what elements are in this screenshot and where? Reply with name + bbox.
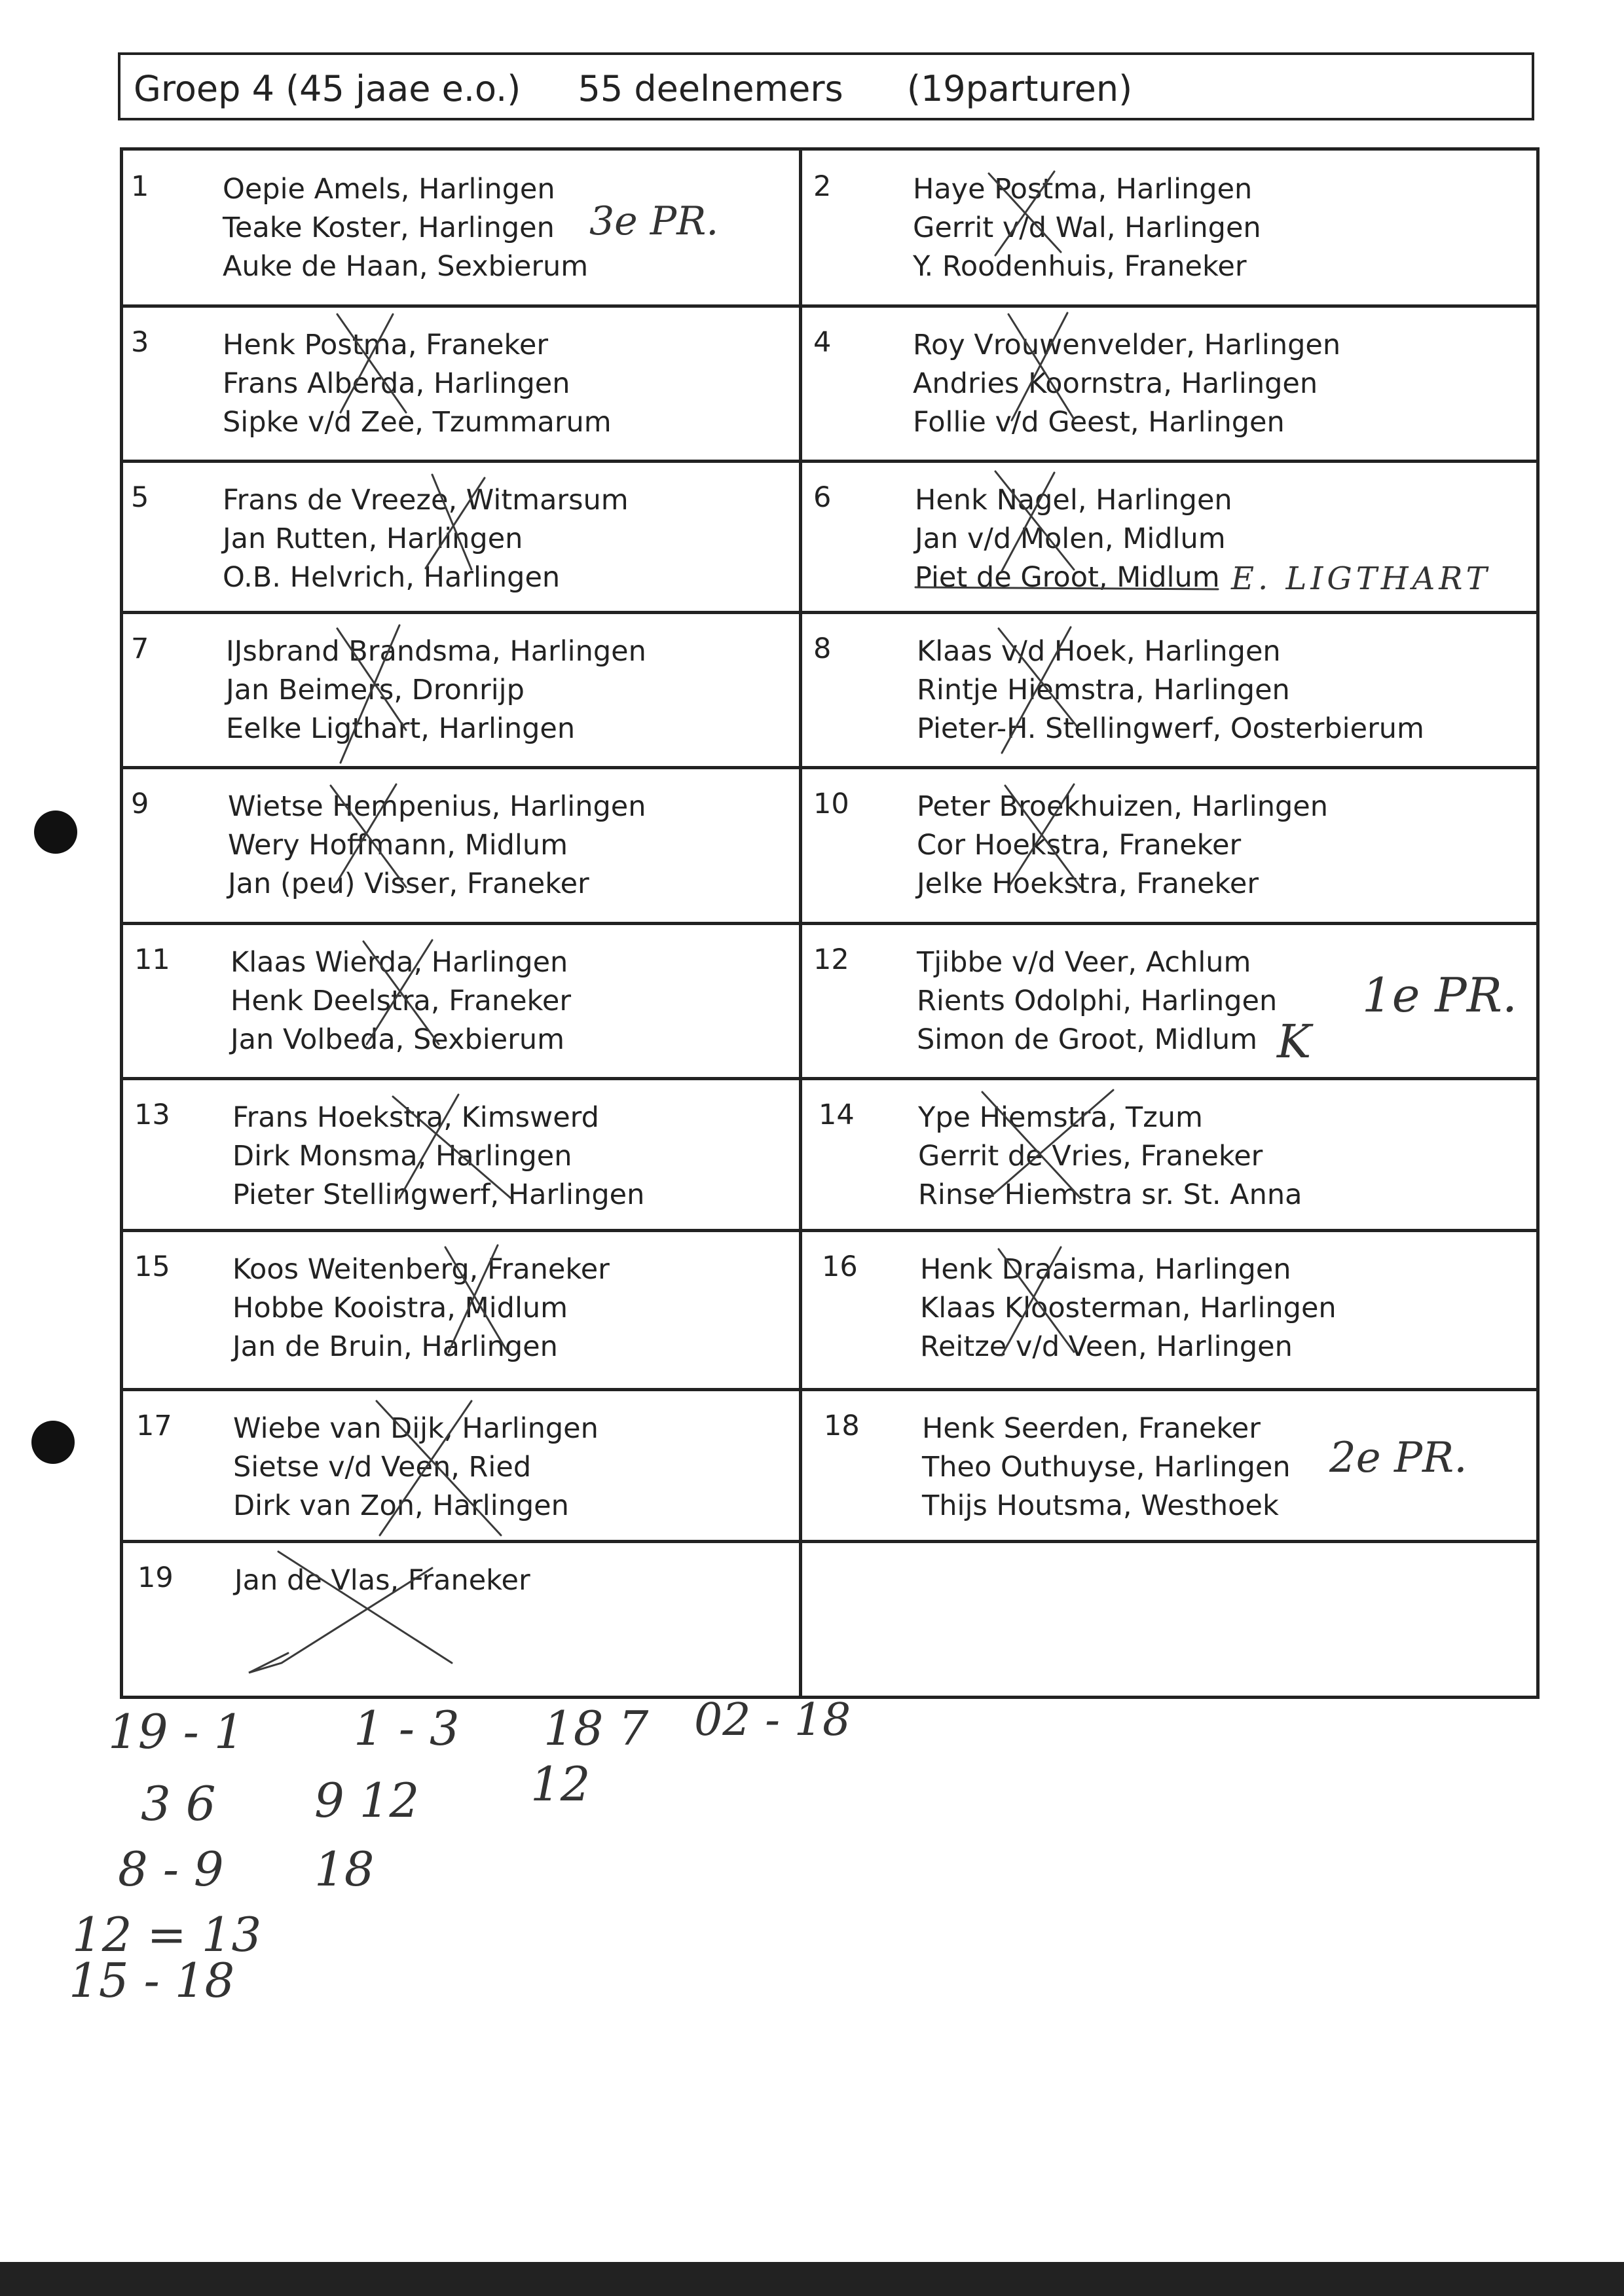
cross-mark <box>337 625 406 763</box>
team-member: Hobbe Kooistra, Midlum <box>232 1292 568 1324</box>
team-number: 4 <box>813 326 832 359</box>
team-number: 7 <box>131 632 149 665</box>
team-member: Gerrit de Vries, Franeker <box>918 1140 1263 1173</box>
teams-count: (19parturen) <box>906 68 1133 109</box>
underline-mark <box>915 587 1218 589</box>
team-number: 16 <box>822 1250 858 1283</box>
prize-annotation: 3e PR. <box>589 198 719 244</box>
team-member: Klaas Kloosterman, Harlingen <box>920 1292 1337 1324</box>
team-member: Tjibbe v/d Veer, Achlum <box>917 946 1251 979</box>
team-member: Sietse v/d Veen, Ried <box>233 1451 532 1484</box>
cross-mark <box>393 1095 511 1198</box>
cross-mark <box>1008 313 1074 420</box>
team-member: Auke de Haan, Sexbierum <box>223 250 589 283</box>
team-member: Henk Seerden, Franeker <box>922 1412 1261 1445</box>
team-member: Frans Alberda, Harlingen <box>223 367 570 400</box>
team-number: 6 <box>813 481 832 514</box>
cross-mark <box>363 940 439 1044</box>
team-number: 5 <box>131 481 149 514</box>
scan-edge <box>0 2262 1624 2296</box>
team-number: 3 <box>131 326 149 359</box>
prize-annotation: 1e PR. <box>1362 968 1517 1023</box>
team-member: Simon de Groot, Midlum <box>917 1023 1258 1056</box>
team-member: O.B. Helvrich, Harlingen <box>223 561 561 594</box>
team-member: Sipke v/d Zee, Tzummarum <box>223 406 612 439</box>
team-member: Cor Hoekstra, Franeker <box>917 829 1242 862</box>
team-member: Pieter Stellingwerf, Harlingen <box>232 1178 645 1211</box>
team-member: Rintje Hiemstra, Harlingen <box>917 674 1290 706</box>
tally-note: 18 7 <box>544 1701 649 1756</box>
team-member: Klaas Wierda, Harlingen <box>231 946 568 979</box>
team-member: Dirk van Zon, Harlingen <box>233 1489 569 1522</box>
team-member: Theo Outhuyse, Harlingen <box>922 1451 1291 1484</box>
team-member: Jan Beimers, Dronrijp <box>226 674 525 706</box>
cross-mark <box>445 1245 507 1352</box>
team-member: Gerrit v/d Wal, Harlingen <box>913 211 1261 244</box>
punch-hole <box>31 1421 75 1464</box>
team-member: Koos Weitenberg, Franeker <box>232 1253 610 1286</box>
team-number: 8 <box>813 632 832 665</box>
team-number: 12 <box>813 943 849 976</box>
tally-note: 02 - 18 <box>694 1694 851 1746</box>
group-label: Groep 4 (45 jaae e.o.) <box>134 68 521 109</box>
participants-count: 55 deelnemers <box>578 68 843 109</box>
team-member: Teake Koster, Harlingen <box>223 211 555 244</box>
cross-mark <box>982 1090 1113 1198</box>
team-member: Jan de Vlas, Franeker <box>234 1564 530 1597</box>
team-member: Reitze v/d Veen, Harlingen <box>920 1330 1293 1363</box>
team-member: Jan (peu) Visser, Franeker <box>228 867 589 900</box>
team-member: Wiebe van Dijk, Harlingen <box>233 1412 599 1445</box>
cross-mark <box>426 475 485 570</box>
punch-hole <box>34 811 77 854</box>
cross-mark <box>377 1401 501 1535</box>
team-member: Jan Rutten, Harlingen <box>223 522 523 555</box>
team-member: Jan Volbeda, Sexbierum <box>231 1023 564 1056</box>
team-member: Henk Deelstra, Franeker <box>231 985 572 1017</box>
team-member: Follie v/d Geest, Harlingen <box>913 406 1285 439</box>
margin-mark: K <box>1277 1015 1312 1068</box>
team-member: Piet de Groot, Midlum <box>915 561 1220 594</box>
tally-note: 8 - 9 <box>118 1842 224 1897</box>
team-member: Rients Odolphi, Harlingen <box>917 985 1278 1017</box>
team-member: Haye Postma, Harlingen <box>913 173 1253 206</box>
team-member: Jan de Bruin, Harlingen <box>232 1330 558 1363</box>
cross-mark <box>989 172 1061 255</box>
cross-mark <box>995 471 1074 571</box>
cross-mark <box>999 627 1077 753</box>
team-member: Dirk Monsma, Harlingen <box>232 1140 572 1173</box>
tally-note: 12 <box>530 1757 591 1812</box>
team-member: Pieter-H. Stellingwerf, Oosterbierum <box>917 712 1424 745</box>
team-member: Frans Hoekstra, Kimswerd <box>232 1101 599 1134</box>
team-member: Henk Draaisma, Harlingen <box>920 1253 1291 1286</box>
team-member: IJsbrand Brandsma, Harlingen <box>226 635 646 668</box>
team-number: 15 <box>134 1250 170 1283</box>
tally-note: 15 - 18 <box>69 1953 235 2008</box>
team-member: Andries Koornstra, Harlingen <box>913 367 1318 400</box>
cross-mark <box>331 784 406 887</box>
team-number: 19 <box>138 1561 174 1594</box>
team-member: Jelke Hoekstra, Franeker <box>917 867 1259 900</box>
team-member: Thijs Houtsma, Westhoek <box>922 1489 1279 1522</box>
team-number: 17 <box>136 1410 172 1442</box>
team-member: Roy Vrouwenvelder, Harlingen <box>913 329 1341 361</box>
team-member: Peter Broekhuizen, Harlingen <box>917 790 1328 823</box>
team-member: Y. Roodenhuis, Franeker <box>913 250 1247 283</box>
tally-note: 19 - 1 <box>108 1704 244 1759</box>
team-number: 9 <box>131 788 149 820</box>
team-member: Oepie Amels, Harlingen <box>223 173 555 206</box>
team-member: Henk Postma, Franeker <box>223 329 548 361</box>
team-number: 1 <box>131 170 149 203</box>
team-member: Jan v/d Molen, Midlum <box>915 522 1226 555</box>
cross-mark <box>249 1552 452 1673</box>
tally-note: 18 <box>314 1842 375 1897</box>
tally-note: 3 6 <box>141 1776 216 1831</box>
tally-note: 9 12 <box>314 1773 420 1828</box>
team-member: Wietse Hempenius, Harlingen <box>228 790 646 823</box>
prize-annotation: 2e PR. <box>1329 1434 1467 1482</box>
team-member: Ype Hiemstra, Tzum <box>918 1101 1203 1134</box>
cross-mark <box>337 314 406 412</box>
team-member: Wery Hoffmann, Midlum <box>228 829 568 862</box>
team-number: 11 <box>134 943 170 976</box>
team-number: 2 <box>813 170 832 203</box>
team-number: 18 <box>824 1410 860 1442</box>
team-member: Frans de Vreeze, Witmarsum <box>223 484 629 517</box>
team-member: Henk Nagel, Harlingen <box>915 484 1232 517</box>
cross-mark <box>1005 784 1080 887</box>
team-number: 14 <box>819 1099 855 1131</box>
team-number: 13 <box>134 1099 170 1131</box>
tally-note: 12 = 13 <box>72 1907 262 1962</box>
margin-note: E. LIGTHART <box>1231 560 1491 597</box>
team-member: Eelke Ligthart, Harlingen <box>226 712 576 745</box>
team-number: 10 <box>813 788 849 820</box>
team-member: Klaas v/d Hoek, Harlingen <box>917 635 1281 668</box>
team-member: Rinse Hiemstra sr. St. Anna <box>918 1178 1302 1211</box>
tally-note: 1 - 3 <box>354 1701 460 1756</box>
cross-mark <box>999 1247 1074 1355</box>
